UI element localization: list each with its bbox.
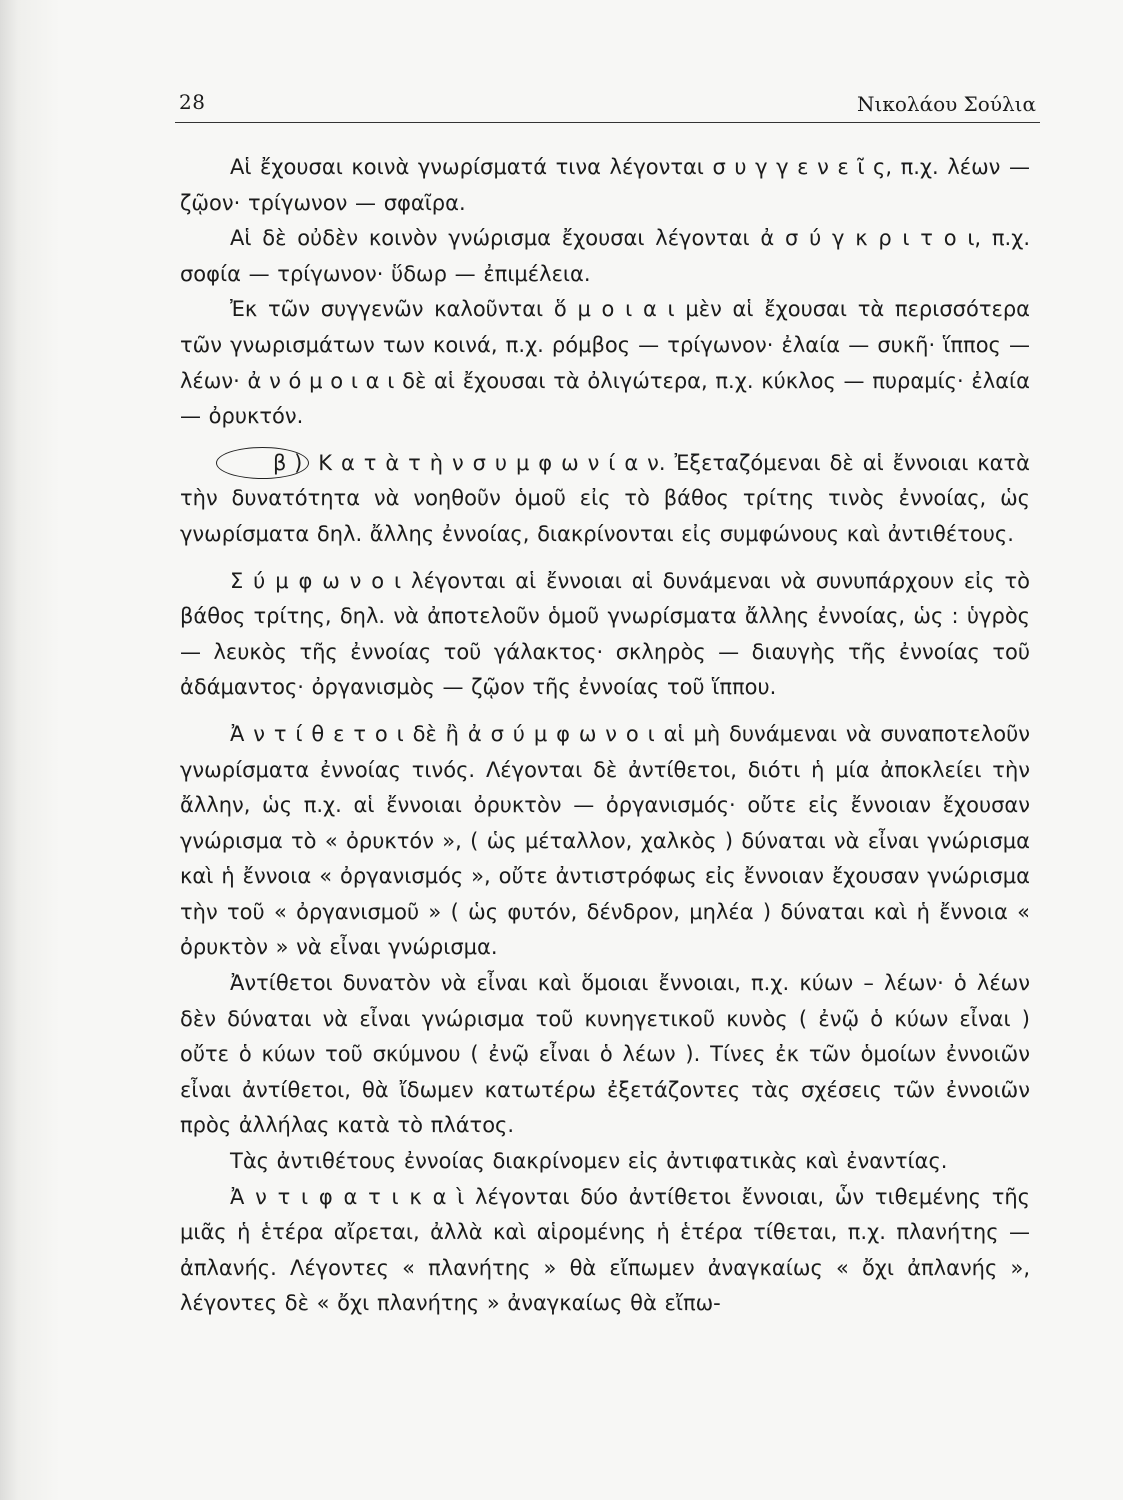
body-text <box>180 150 1030 1322</box>
paragraph-symfonia-text: Κ α τ ὰ τ ὴ ν σ υ μ φ ω ν ί α ν. Ἐξεταζόμεναι δὲ αἱ ἔννοιαι κατὰ τὴν δυνατότητα νὰ νοηθοῦν ὁμοῦ εἰς τὸ βάθος τρίτης τινὸς ἐννοίας, ὡς γνωρίσματα δηλ. ἄλλης ἐννοίας, διακρίνονται εἰς συμφώνους καὶ ἀντιθέτους. <box>180 450 1030 546</box>
running-title: Νικολάου Σούλια <box>857 92 1036 116</box>
paragraph-antithetoi: Ἀ ν τ ί θ ε τ ο ι δὲ ἢ ἀ σ ύ μ φ ω ν ο ι αἱ μὴ δυνάμεναι νὰ συναποτελοῦν γνωρίσματα ἐννοίας τινός. Λέγονται δὲ ἀντίθετοι, διότι ἡ μία ἀποκλείει τὴν ἄλλην, ὡς π.χ. αἱ ἔννοιαι ὀρυκτὸν — ὀργανισμός· οὔτε εἰς ἔννοιαν ἔχουσαν γνώρισμα τὸ « ὀρυκτόν », ( ὡς μέταλλον, χαλκὸς ) δύναται νὰ εἶναι γνώρισμα καὶ ἡ ἔννοια « ὀργανισμός », οὔτε ἀντιστρόφως εἰς ἔννοιαν ἔχουσαν γνώρισμα τὴν τοῦ « ὀργανισμοῦ » ( ὡς φυτόν, δένδρον, μηλέα ) δύναται καὶ ἡ ἔννοια « ὀρυκτὸν » νὰ εἶναι γνώρισμα. <box>180 721 1030 960</box>
paragraph-omoiai: Ἐκ τῶν συγγενῶν καλοῦνται ὅ μ ο ι α ι μὲν αἱ ἔχουσαι τὰ περισσότερα τῶν γνωρισμάτων των κοινά, π.χ. ρόμβος — τρίγωνον· ἐλαία — συκῆ· ἵππος — λέων· ἀ ν ό μ ο ι α ι δὲ αἱ ἔχουσαι τὰ ὀλιγώτερα, π.χ. κύκλος — πυραμίς· ἐλαία — ὀρυκτόν. <box>180 297 1030 429</box>
paragraph-diakrisi: Τὰς ἀντιθέτους ἐννοίας διακρίνομεν εἰς ἀντιφατικὰς καὶ ἐναντίας. <box>230 1149 948 1174</box>
page-number: 28 <box>179 90 206 114</box>
paragraph-symfonia <box>180 446 1030 553</box>
paragraph-symfonoi: Σ ύ μ φ ω ν ο ι λέγονται αἱ ἔννοιαι αἱ δυνάμεναι νὰ συνυπάρχουν εἰς τὸ βάθος τρίτης, δηλ. νὰ ἀποτελοῦν ὁμοῦ γνωρίσματα ἄλλης ἐννοίας, ὡς : ὑγρὸς — λευκὸς τῆς ἐννοίας τοῦ γάλακτος· σκληρὸς — διαυγὴς τῆς ἐννοίας τοῦ ἀδάμαντος· ὀργανισμὸς — ζῷον τῆς ἐννοίας τοῦ ἵππου. <box>180 568 1030 700</box>
page-header <box>175 88 1040 123</box>
paragraph-antifatikai: Ἀ ν τ ι φ α τ ι κ α ὶ λέγονται δύο ἀντίθετοι ἔννοιαι, ὧν τιθεμένης τῆς μιᾶς ἡ ἑτέρα αἴρεται, ἀλλὰ καὶ αἱρομένης ἡ ἑτέρα τίθεται, π.χ. πλανήτης — ἀπλανής. Λέγοντες « πλανήτης » θὰ εἴπωμεν ἀναγκαίως « ὄχι ἀπλανής », λέγοντες δὲ « ὄχι πλανήτης » ἀναγκαίως θὰ εἴπω- <box>180 1184 1030 1316</box>
paragraph-asygkritoi: Αἱ δὲ οὐδὲν κοινὸν γνώρισμα ἔχουσαι λέγονται ἀ σ ύ γ κ ρ ι τ ο ι, π.χ. σοφία — τρίγωνον· ὕδωρ — ἐπιμέλεια. <box>180 226 1030 286</box>
section-marker-circled: β ) <box>216 447 309 479</box>
paragraph-antithetoi-omoiai: Ἀντίθετοι δυνατὸν νὰ εἶναι καὶ ὅμοιαι ἔννοιαι, π.χ. κύων – λέων· ὁ λέων δὲν δύναται νὰ εἶναι γνώρισμα τοῦ κυνηγετικοῦ κυνὸς ( ἐνῷ ὁ κύων εἶναι ) οὔτε ὁ κύων τοῦ σκύμνου ( ἐνῷ εἶναι ὁ λέων ). Τίνες ἐκ τῶν ὁμοίων ἐννοιῶν εἶναι ἀντίθετοι, θὰ ἴδωμεν κατωτέρω ἐξετάζοντες τὰς σχέσεις τῶν ἐννοιῶν πρὸς ἀλλήλας κατὰ τὸ πλάτος. <box>180 971 1030 1138</box>
paragraph-syggeneis: Αἱ ἔχουσαι κοινὰ γνωρίσματά τινα λέγονται σ υ γ γ ε ν ε ῖ ς, π.χ. λέων — ζῷον· τρίγωνον — σφαῖρα. <box>180 155 1030 215</box>
